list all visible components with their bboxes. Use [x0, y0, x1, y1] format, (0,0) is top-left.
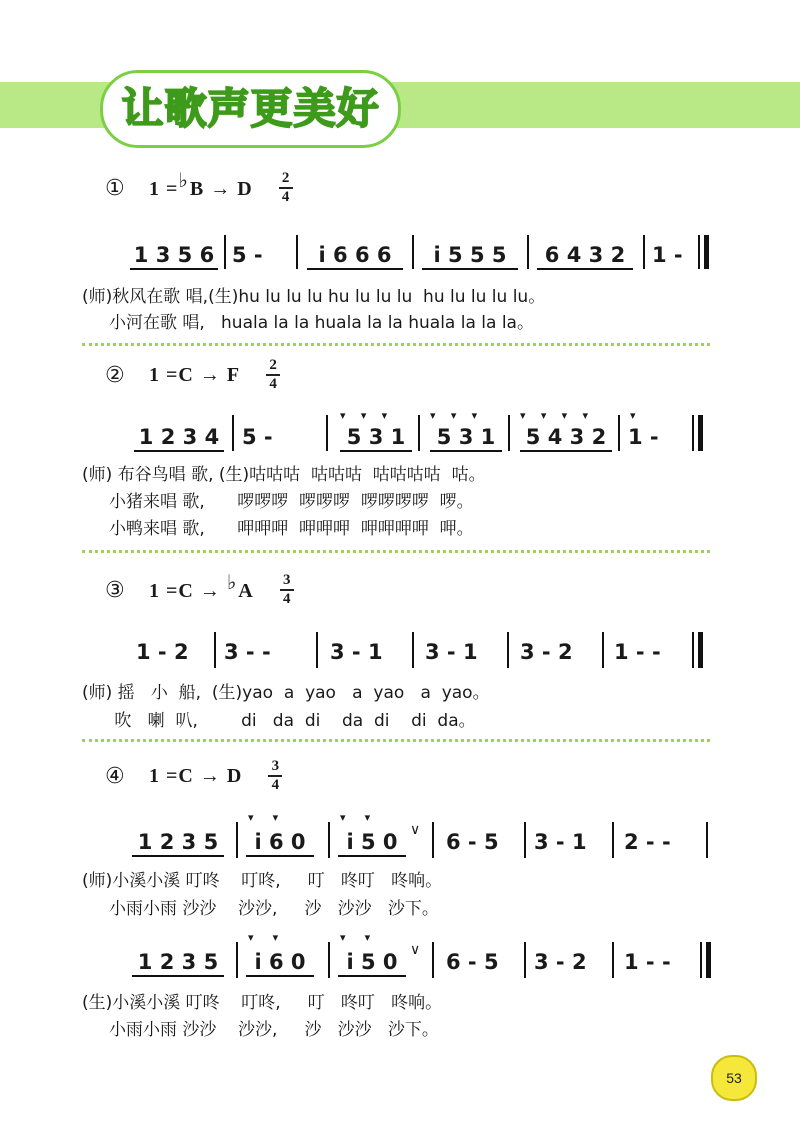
- time-signature: 3 4: [280, 573, 294, 607]
- divider: [82, 343, 710, 346]
- time-signature: 2 4: [266, 358, 280, 392]
- measure: i 5 0: [336, 950, 408, 974]
- accent-marks: ▾ ▾ ▾ ▾: [520, 409, 589, 422]
- accent-marks: ▾ ▾ ▾: [430, 409, 478, 422]
- measure: 3 - 1: [425, 640, 478, 664]
- bar-line: [412, 632, 414, 668]
- exercise-number: ③: [105, 577, 125, 603]
- measure: i 6 0: [244, 950, 316, 974]
- key-signature: 1 =C → D: [149, 764, 243, 787]
- bar-line: [214, 632, 216, 668]
- bar-line: [618, 415, 620, 451]
- lyric-line: 小河在歌 唱, huala la la huala la la huala la la la。: [82, 313, 534, 333]
- lyric-line: (师)秋风在歌 唱,(生)hu lu lu lu hu lu lu lu hu lu lu lu lu。: [82, 287, 546, 307]
- bar-line: [296, 235, 298, 269]
- final-bar-line: [706, 942, 711, 978]
- bar-line: [316, 632, 318, 668]
- exercise-number: ④: [105, 763, 125, 789]
- notation-line: [128, 243, 220, 267]
- divider: [82, 550, 710, 553]
- measure: 1 3 5 6: [128, 243, 220, 267]
- exercise-header: [105, 570, 294, 610]
- final-bar-line: [704, 235, 709, 269]
- page-number-badge: 53: [711, 1055, 757, 1101]
- title-pill: [100, 70, 401, 148]
- accent-marks: ▾: [630, 409, 636, 422]
- measure: 5 4 3 2: [518, 425, 614, 449]
- lyric-line: (师)小溪小溪 叮咚 叮咚, 叮 咚叮 咚响。: [82, 871, 443, 891]
- arrow-icon: →: [199, 363, 221, 386]
- measure: 5 -: [232, 243, 263, 267]
- measure: 1 - 2: [136, 640, 189, 664]
- bar-line: [692, 632, 694, 668]
- exercise-header: [105, 355, 280, 395]
- accent-marks: ▾ ▾: [248, 811, 279, 824]
- bar-line: [706, 822, 708, 858]
- measure: 3 - 1: [330, 640, 383, 664]
- measure: 5 3 1: [338, 425, 414, 449]
- bar-line: [432, 942, 434, 978]
- bar-line: [418, 415, 420, 451]
- arrow-icon: →: [199, 764, 221, 787]
- bar-line: [602, 632, 604, 668]
- lyric-line: 小雨小雨 沙沙 沙沙, 沙 沙沙 沙下。: [82, 1020, 439, 1040]
- measure: 3 - 1: [534, 830, 587, 854]
- measure: i 5 0: [336, 830, 408, 854]
- bar-line: [507, 632, 509, 668]
- exercise-number: ①: [105, 175, 125, 201]
- lyric-line: 小鸭来唱 歌, 呷呷呷 呷呷呷 呷呷呷呷 呷。: [82, 519, 474, 539]
- lyric-line: 吹 喇 叭, di da di da di di da。: [82, 711, 476, 731]
- measure: 6 - 5: [446, 950, 499, 974]
- bar-line: [432, 822, 434, 858]
- bar-line: [612, 942, 614, 978]
- divider: [82, 739, 710, 742]
- lyric-line: 小猪来唱 歌, 啰啰啰 啰啰啰 啰啰啰啰 啰。: [82, 492, 474, 512]
- final-bar-line: [698, 632, 703, 668]
- measure: i 6 0: [244, 830, 316, 854]
- bar-line: [224, 235, 226, 269]
- measure: 1 - -: [624, 950, 671, 974]
- breath-mark-icon: ∨: [410, 822, 421, 838]
- measure: 1 -: [628, 425, 659, 449]
- exercise-header: [105, 756, 282, 796]
- time-signature: 2 4: [279, 171, 293, 205]
- bar-line: [524, 822, 526, 858]
- measure: 2 - -: [624, 830, 671, 854]
- measure: 3 - 2: [534, 950, 587, 974]
- bar-line: [326, 415, 328, 451]
- measure: 6 4 3 2: [535, 243, 635, 267]
- measure: i 5 5 5: [420, 243, 520, 267]
- measure: 6 - 5: [446, 830, 499, 854]
- measure: i 6 6 6: [305, 243, 405, 267]
- bar-line: [412, 235, 414, 269]
- lyric-line: (师) 布谷鸟唱 歌, (生)咕咕咕 咕咕咕 咕咕咕咕 咕。: [82, 465, 486, 485]
- measure: 3 - 2: [520, 640, 573, 664]
- bar-line: [527, 235, 529, 269]
- bar-line: [508, 415, 510, 451]
- exercise-number: ②: [105, 362, 125, 388]
- bar-line: [692, 415, 694, 451]
- lyric-line: (师) 摇 小 船, (生)yao a yao a yao a yao。: [82, 683, 490, 703]
- bar-line: [236, 822, 238, 858]
- measure: 5 3 1: [428, 425, 504, 449]
- page-title: 让歌声更美好: [121, 84, 380, 133]
- breath-mark-icon: ∨: [410, 942, 421, 958]
- accent-marks: ▾ ▾: [340, 931, 371, 944]
- accent-marks: ▾ ▾: [248, 931, 279, 944]
- arrow-icon: →: [199, 579, 221, 602]
- measure: 1 - -: [614, 640, 661, 664]
- exercise-header: [105, 168, 293, 208]
- key-signature: 1 =♭B → D: [149, 167, 253, 200]
- measure: 1 2 3 4: [132, 425, 226, 449]
- bar-line: [524, 942, 526, 978]
- bar-line: [612, 822, 614, 858]
- key-signature: 1 =C → F: [149, 363, 241, 386]
- measure: 3 - -: [224, 640, 271, 664]
- final-bar-line: [698, 415, 703, 451]
- measure: 1 2 3 5: [130, 830, 226, 854]
- bar-line: [232, 415, 234, 451]
- bar-line: [236, 942, 238, 978]
- bar-line: [643, 235, 645, 269]
- measure: 1 2 3 5: [130, 950, 226, 974]
- measure: 5 -: [242, 425, 273, 449]
- bar-line: [698, 235, 700, 269]
- flat-sign: ♭: [226, 569, 238, 594]
- flat-sign: ♭: [178, 167, 189, 192]
- bar-line: [328, 822, 330, 858]
- bar-line: [328, 942, 330, 978]
- lyric-line: (生)小溪小溪 叮咚 叮咚, 叮 咚叮 咚响。: [82, 993, 443, 1013]
- measure: 1 -: [652, 243, 683, 267]
- lyric-line: 小雨小雨 沙沙 沙沙, 沙 沙沙 沙下。: [82, 899, 439, 919]
- bar-line: [700, 942, 702, 978]
- accent-marks: ▾ ▾ ▾: [340, 409, 388, 422]
- arrow-icon: →: [210, 177, 232, 200]
- accent-marks: ▾ ▾: [340, 811, 371, 824]
- time-signature: 3 4: [268, 759, 282, 793]
- key-signature: 1 =C → ♭A: [149, 569, 254, 602]
